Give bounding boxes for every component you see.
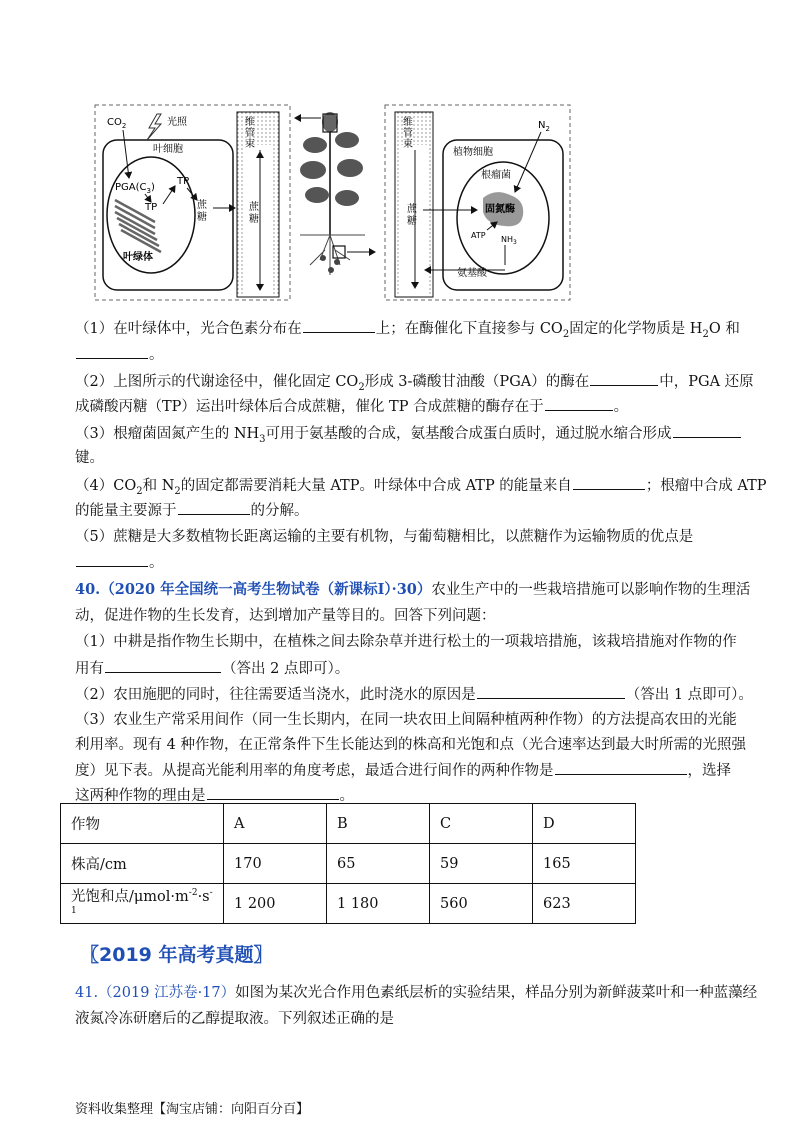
- co2-label: $CO_2$: [107, 117, 127, 130]
- q40-header-line: 40.（2020 年全国统一高考生物试卷（新课标Ⅰ）·30）农业生产中的一些栽培措施可以影响作物的生理活: [75, 581, 751, 598]
- answer-blank[interactable]: [673, 423, 741, 438]
- q40-part3-line2: 利用率。现有 4 种作物，在正常条件下生长能达到的株高和光饱和点（光合速率达到最大时所需的光照强: [75, 737, 746, 753]
- table-cell: 65: [327, 844, 430, 884]
- sucrose-label-cell: 蔗糖: [197, 200, 207, 223]
- table-cell: 1 200: [224, 884, 327, 924]
- q39-part4-line2: 的能量主要源于 的分解。: [75, 500, 309, 521]
- table-row: [61, 844, 636, 884]
- answer-blank[interactable]: [545, 396, 613, 411]
- answer-blank[interactable]: [590, 371, 658, 386]
- q41-line2: 液氮冷冻研磨后的乙醇提取液。下列叙述正确的是: [75, 1011, 394, 1027]
- tp-label-outer: TP: [177, 176, 190, 187]
- table-cell: 560: [430, 884, 533, 924]
- chloroplast-label: 叶绿体: [123, 252, 153, 263]
- q40-part1-line1: （1）中耕是指作物生长期中，在植株之间去除杂草并进行松土的一项栽培措施，该栽培措施对作物的作: [75, 634, 737, 650]
- q41-line1: 41.（2019 江苏卷·17）如图为某次光合作用色素纸层析的实验结果，样品分别为新鲜菠菜叶和一种蓝藻经: [75, 985, 758, 1001]
- q39-part5-line1: （5）蔗糖是大多数植物长距离运输的主要有机物，与葡萄糖相比，以蔗糖作为运输物质的优点是: [75, 529, 694, 545]
- photosynthesis-nitrogen-fixation-figure: [85, 100, 575, 305]
- q39-part3-line2: 键。: [75, 450, 104, 466]
- crop-data-table: [60, 803, 636, 924]
- table-cell: 165: [533, 844, 636, 884]
- table-cell: A: [224, 804, 327, 844]
- amino-acid-label: 氨基酸: [457, 268, 487, 279]
- table-cell: 1 180: [327, 884, 430, 924]
- q39-part5-line2: 。: [75, 552, 164, 573]
- q40-intro-line2: 动，促进作物的生长发育，达到增加产量等目的。回答下列问题：: [75, 608, 496, 624]
- q40-part2-line: （2）农田施肥的同时，往往需要适当浇水，此时浇水的原因是 （答出 1 点即可）。: [75, 684, 753, 705]
- q39-part2-line2: 成磷酸丙糖（TP）运出叶绿体后合成蔗糖，催化 TP 合成蔗糖的酶存在于 。: [75, 396, 628, 417]
- q40-part3-line1: （3）农业生产常采用间作（同一生长期内，在同一块农田上间隔种植两种作物）的方法提高农田的光能: [75, 712, 737, 728]
- table-row: [61, 884, 636, 924]
- answer-blank[interactable]: [76, 552, 148, 567]
- soybean-plant-illustration: [300, 112, 365, 275]
- table-cell: 作物: [61, 804, 224, 844]
- atp-label: ATP: [471, 231, 486, 240]
- q40-part1-line2: 用有 （答出 2 点即可）。: [75, 658, 349, 679]
- answer-blank[interactable]: [573, 475, 645, 490]
- vascular-label-left: 维管束: [245, 117, 255, 150]
- table-cell: 59: [430, 844, 533, 884]
- table-cell: 170: [224, 844, 327, 884]
- table-cell: D: [533, 804, 636, 844]
- q39-part2-line1: （2）上图所示的代谢途径中，催化固定 $CO_2$形成 3-磷酸甘油酸（PGA）的酶在 中，PGA 还原: [75, 371, 754, 398]
- answer-blank[interactable]: [303, 318, 375, 333]
- section-title: 〖2019 年高考真题〗: [80, 944, 273, 966]
- answer-blank[interactable]: [477, 684, 625, 699]
- answer-blank[interactable]: [105, 658, 221, 673]
- answer-blank[interactable]: [178, 500, 250, 515]
- rhizobia-label: 根瘤菌: [481, 170, 511, 181]
- nh3-label: $NH_3$: [501, 235, 517, 246]
- answer-blank[interactable]: [207, 785, 339, 800]
- vascular-sucrose-label-left: 蔗糖: [249, 202, 259, 225]
- q40-part3-line3: 度）见下表。从提高光能利用率的角度考虑，最适合进行间作的两种作物是 ，选择: [75, 760, 731, 781]
- plant-cell-label: 植物细胞: [453, 147, 493, 158]
- page-footer: 资料收集整理【淘宝店铺：向阳百分百】: [75, 1102, 310, 1117]
- q39-part1-line2: 。: [75, 344, 164, 365]
- vascular-sucrose-label-right: 蔗糖: [407, 204, 417, 227]
- pga-label: $PGA(C_3)$: [115, 182, 155, 195]
- vascular-label-right: 维管束: [403, 117, 413, 150]
- q40-part3-line4: 这两种作物的理由是 。: [75, 785, 354, 806]
- table-header-row: [61, 804, 636, 844]
- table-cell: B: [327, 804, 430, 844]
- tp-label-inner: TP: [145, 202, 158, 213]
- table-cell: C: [430, 804, 533, 844]
- q39-part4-line1: $(4)CO_2$和 $N_2$的固定都需要消耗大量 ATP。叶绿体中合成 ATP 的能量来自 ；根瘤中合成 ATP: [75, 475, 767, 502]
- nitrogenase-label: 固氮酶: [485, 204, 515, 215]
- table-cell: 株高/cm: [61, 844, 224, 884]
- light-label: 光照: [167, 117, 187, 128]
- table-cell: 光饱和点$/\mu mol\cdot m^{-2}\cdot s^{-1}$: [61, 884, 224, 924]
- n2-label: $N_2$: [538, 120, 550, 133]
- q39-part3-line1: （3）根瘤菌固氮产生的 $NH_3$可用于氨基酸的合成，氨基酸合成蛋白质时，通过脱水缩合形成: [75, 423, 742, 450]
- leaf-cell-label: 叶细胞: [153, 144, 183, 155]
- lightning-icon: [147, 114, 161, 140]
- q39-part1-line1: （1）在叶绿体中，光合色素分布在 上；在酶催化下直接参与 $CO_2$固定的化学物质是 $H_2O$ 和: [75, 318, 740, 345]
- answer-blank[interactable]: [555, 760, 687, 775]
- table-cell: 623: [533, 884, 636, 924]
- answer-blank[interactable]: [76, 344, 148, 359]
